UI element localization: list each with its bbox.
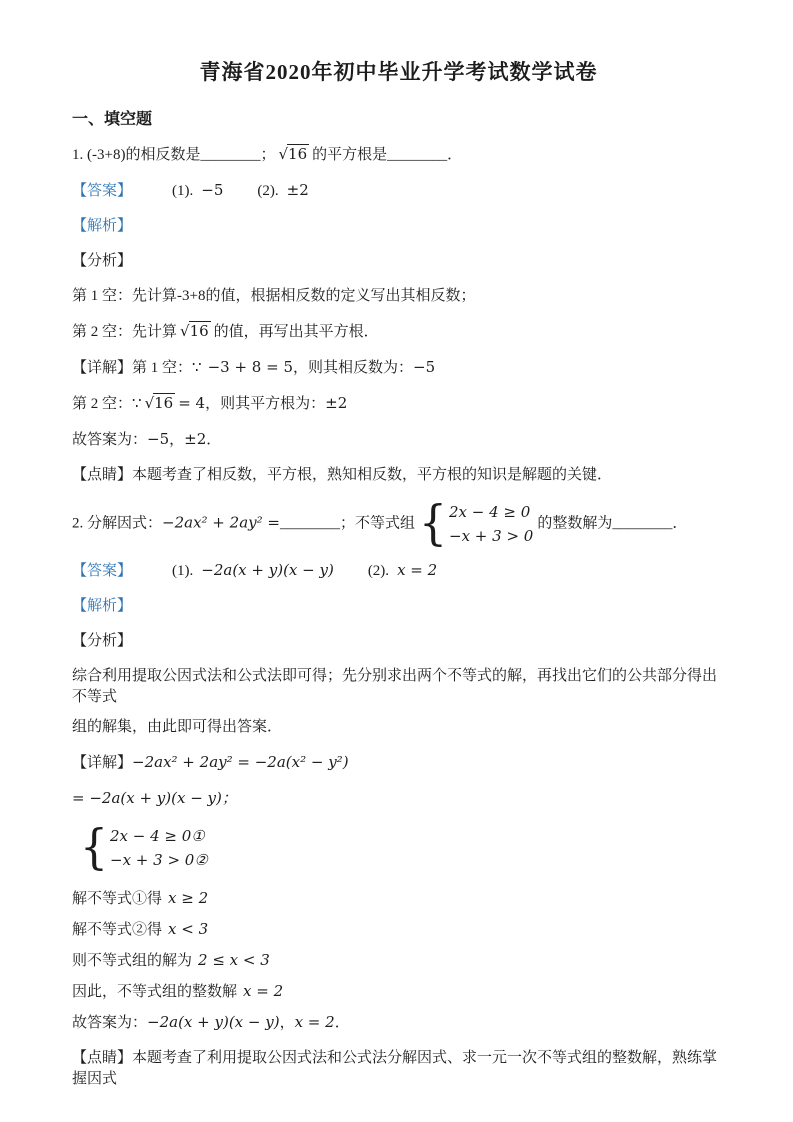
radical-sign-icon: √ <box>278 145 289 163</box>
q2-conclusion-line <box>72 1012 725 1034</box>
q1-stem-separator: ； <box>260 147 276 163</box>
blank-line: ________ <box>200 147 261 163</box>
inequality-system <box>419 495 534 551</box>
q2-solve1-pre: 解不等式①得 <box>72 891 163 907</box>
blank-line: ________ <box>387 147 448 163</box>
q1-detail1-pre: 第 1 空： <box>132 360 193 376</box>
inequality-system <box>80 819 208 875</box>
q1-answer-line <box>72 180 725 202</box>
q2-xiangjie-line-1 <box>72 752 725 774</box>
q2-conclusion-comma: ， <box>279 1015 295 1031</box>
q1-xiangjie-line-1 <box>72 357 725 379</box>
dianjing-label: 【点睛】 <box>72 1050 133 1066</box>
q2-integer-pre: 因此，不等式组的整数解 <box>72 984 238 1000</box>
radical-sign-icon: √ <box>180 322 190 340</box>
answer-item-1-value: −5 <box>201 181 224 199</box>
q1-detail2-pre: 第 2 空： <box>72 396 133 412</box>
q2-stem-math: −2ax² + 2ay² = <box>162 513 280 532</box>
answer-item-1-tag: (1). <box>172 183 194 199</box>
q1-detail1-value: −5 <box>413 358 436 376</box>
jiexi-label: 【解析】 <box>72 598 133 614</box>
blank-line: ________ <box>279 515 340 532</box>
q2-fenxi-text-2: 组的解集，由此即可得出答案． <box>72 719 283 735</box>
q1-detail2-mid: ，则其平方根为： <box>205 396 326 412</box>
q2-system-block <box>76 819 725 875</box>
answer-item-2-tag: (2). <box>367 563 390 579</box>
q1-fenxi2-post: 的值，再写出其平方根． <box>213 324 379 340</box>
q2-jiexi-line <box>72 596 725 617</box>
because-symbol: ∵ <box>192 358 202 376</box>
q1-fenxi-line <box>72 251 725 272</box>
q1-fenxi2-pre: 第 2 空：先计算 <box>72 324 178 340</box>
q2-fenxi-text-1: 综合利用提取公因式法和公式法即可得；先分别求出两个不等式的解，再找出它们的公共部分得出不等式 <box>72 668 718 705</box>
left-brace: { <box>419 495 447 551</box>
q1-xiangjie-line-2 <box>72 393 725 415</box>
jiexi-label: 【解析】 <box>72 218 133 234</box>
sqrt-expression <box>180 321 211 342</box>
radical-sign-icon: √ <box>144 394 155 412</box>
q1-dianjing-text: 本题考查了相反数，平方根，熟知相反数，平方根的知识是解题的关键． <box>132 467 613 483</box>
answer-item-2-value: ±2 <box>286 181 309 199</box>
q2-dianjing-line <box>72 1048 725 1090</box>
q2-solve2-math: x < 3 <box>168 920 209 938</box>
q1-conclusion-comma: ， <box>169 432 185 448</box>
answer-label: 【答案】 <box>72 183 133 199</box>
q1-detail1-mid: ，则其相反数为： <box>293 360 414 376</box>
sqrt-expression <box>145 393 176 414</box>
sqrt-expression <box>278 144 309 165</box>
q2-stem <box>72 495 725 551</box>
blank-line: ________ <box>612 515 673 532</box>
q2-solve1-math: x ≥ 2 <box>168 889 209 907</box>
q2-conclusion-math-2: x = 2 <box>294 1013 335 1031</box>
q2-solution-math: 2 ≤ x < 3 <box>198 951 270 969</box>
q2-number: 2. <box>72 515 84 532</box>
q2-stem-text-1: 分解因式： <box>83 515 163 532</box>
system-row-2: −x + 3 > 0② <box>110 851 208 869</box>
section-heading: 一、填空题 <box>72 111 153 128</box>
q2-detail-math-2: = −2a(x + y)(x − y)； <box>72 789 237 807</box>
q1-fenxi-text-2 <box>72 321 725 343</box>
q1-stem-text-2: 的平方根是 <box>312 147 388 163</box>
q1-number: 1. <box>72 147 84 163</box>
fenxi-label: 【分析】 <box>72 633 133 649</box>
system-row-1: 2x − 4 ≥ 0 <box>449 503 531 521</box>
q2-integer-line <box>72 981 725 1003</box>
xiangjie-label: 【详解】 <box>72 755 133 771</box>
q2-answer-line <box>72 560 725 582</box>
answer-item-1-tag: (1). <box>172 563 194 579</box>
radicand: 16 <box>154 394 174 412</box>
q2-solution-line <box>72 950 725 972</box>
answer-item-2-tag: (2). <box>257 183 279 199</box>
q2-conclusion-pre: 故答案为： <box>72 1015 148 1031</box>
q2-xiangjie-line-2 <box>72 788 725 810</box>
document-title: 青海省2020年初中毕业升学考试数学试卷 <box>199 60 598 84</box>
q1-conclusion-line <box>72 429 725 451</box>
dianjing-label: 【点睛】 <box>72 467 133 483</box>
because-symbol: ∵ <box>132 394 142 412</box>
q1-fenxi-text-1: 第 1 空：先计算-3+8的值，根据相反数的定义写出其相反数； <box>72 288 476 304</box>
q1-dianjing-line <box>72 465 725 486</box>
fenxi-label: 【分析】 <box>72 253 133 269</box>
q2-conclusion-math-1: −2a(x + y)(x − y) <box>147 1013 280 1031</box>
q1-stem-end: ． <box>447 147 463 163</box>
answer-item-1-value: −2a(x + y)(x − y) <box>201 561 334 579</box>
q2-dianjing-text: 本题考查了利用提取公因式法和公式法分解因式、求一元一次不等式组的整数解，熟练掌握因式 <box>72 1050 718 1087</box>
q2-fenxi-line <box>72 631 725 652</box>
answer-item-2-value: x = 2 <box>397 561 438 579</box>
q2-stem-end: ． <box>672 515 688 532</box>
q2-solve2-pre: 解不等式②得 <box>72 922 163 938</box>
radicand: 16 <box>189 322 209 340</box>
q1-conclusion-end: ． <box>206 432 222 448</box>
q1-stem-text-1: (-3+8)的相反数是 <box>83 147 201 163</box>
radicand: 16 <box>288 145 308 163</box>
q1-stem <box>72 144 725 166</box>
q2-solve-1 <box>72 888 725 910</box>
q2-solution-pre: 则不等式组的解为 <box>72 953 193 969</box>
q2-stem-text-2: 不等式组 <box>354 515 415 532</box>
q1-conclusion-v1: −5 <box>147 430 170 448</box>
system-row-2: −x + 3 > 0 <box>449 527 534 545</box>
system-rows <box>110 824 208 872</box>
q1-detail2-eq: = 4 <box>178 394 206 412</box>
q2-conclusion-end: ． <box>334 1015 350 1031</box>
q2-detail-math-1: −2ax² + 2ay² = −2a(x² − y²) <box>132 753 349 771</box>
q2-solve-2 <box>72 919 725 941</box>
left-brace: { <box>80 819 108 875</box>
system-row-1: 2x − 4 ≥ 0① <box>110 827 205 845</box>
answer-label: 【答案】 <box>72 563 133 579</box>
q2-stem-text-3: 的整数解为 <box>537 515 613 532</box>
q1-conclusion-v2: ±2 <box>184 430 207 448</box>
system-rows <box>449 500 533 548</box>
q1-detail2-value: ±2 <box>325 394 348 412</box>
q1-jiexi-line <box>72 216 725 237</box>
xiangjie-label: 【详解】 <box>72 360 133 376</box>
q1-detail1-math: −3 + 8 = 5 <box>207 358 293 376</box>
q1-conclusion-pre: 故答案为： <box>72 432 148 448</box>
q2-integer-math: x = 2 <box>243 982 284 1000</box>
q2-stem-separator: ； <box>339 515 355 532</box>
